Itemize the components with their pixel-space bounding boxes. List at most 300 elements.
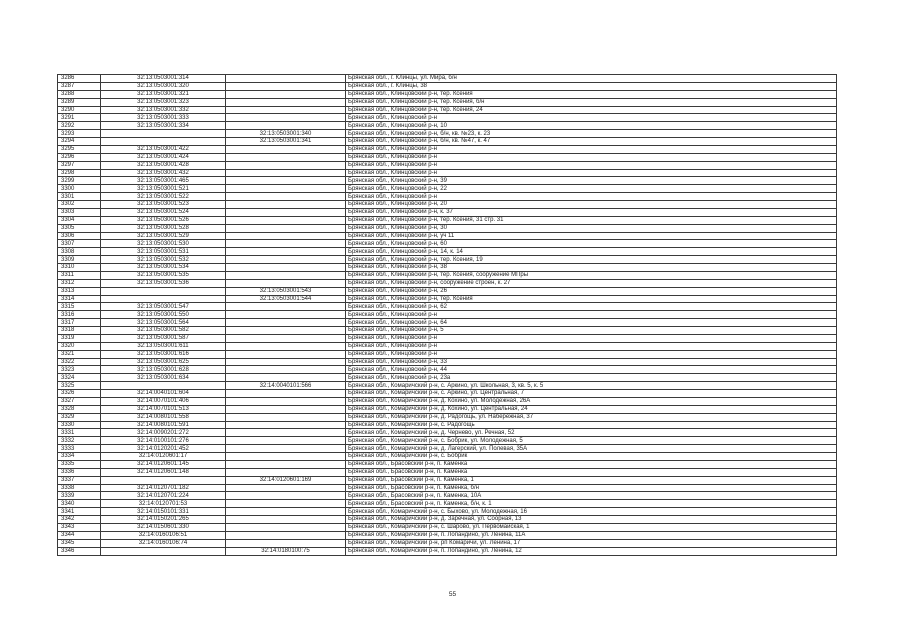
cadastral-number-cell: 32:14:0150101:331 (101, 508, 226, 516)
cadastral-number-cell: 32:14:0080101:591 (101, 421, 226, 429)
cadastral-number-cell: 32:13:0503001:320 (101, 82, 226, 90)
address-cell: Брянская обл., Комаричский р-н, с. Аркино, ул. Школьная, 3, кв. 5, к. 5 (346, 382, 837, 390)
cadastral-number-secondary-cell (226, 248, 346, 256)
cadastral-number-cell (101, 476, 226, 484)
cadastral-number-secondary-cell (226, 358, 346, 366)
address-cell: Брянская обл., Комаричский р-н, д. Чернево, ул. Речная, 52 (346, 429, 837, 437)
row-number-cell: 3328 (58, 405, 101, 413)
registry-table (57, 74, 837, 556)
row-number-cell: 3302 (58, 201, 101, 209)
cadastral-number-cell: 32:13:0503001:564 (101, 319, 226, 327)
cadastral-number-secondary-cell (226, 122, 346, 130)
cadastral-number-cell: 32:13:0503001:524 (101, 208, 226, 216)
cadastral-number-cell (101, 287, 226, 295)
cadastral-number-cell: 32:13:0503001:314 (101, 75, 226, 83)
address-cell: Брянская обл., Клинцовский р-н, сооружение строен, к. 27 (346, 279, 837, 287)
table-row (58, 185, 837, 193)
table-row (58, 460, 837, 468)
row-number-cell: 3291 (58, 114, 101, 122)
table-row (58, 130, 837, 138)
cadastral-number-secondary-cell (226, 75, 346, 83)
row-number-cell: 3305 (58, 224, 101, 232)
cadastral-number-cell: 32:13:0503001:323 (101, 98, 226, 106)
address-cell: Брянская обл., г. Клинцы, ул. Мира, б/н (346, 75, 837, 83)
cadastral-number-secondary-cell (226, 445, 346, 453)
row-number-cell: 3335 (58, 460, 101, 468)
cadastral-number-cell: 32:14:0120601:145 (101, 460, 226, 468)
row-number-cell: 3314 (58, 295, 101, 303)
cadastral-number-secondary-cell (226, 421, 346, 429)
cadastral-number-cell: 32:13:0503001:422 (101, 145, 226, 153)
address-cell: Брянская обл., Клинцовский р-н, уч 11 (346, 232, 837, 240)
row-number-cell: 3344 (58, 531, 101, 539)
address-cell: Брянская обл., Комаричский р-н, д. Кохино, ул. Молодежная, 26А (346, 397, 837, 405)
cadastral-number-secondary-cell (226, 201, 346, 209)
address-cell: Брянская обл., Клинцовский р-н (346, 114, 837, 122)
table-row (58, 500, 837, 508)
address-cell: Брянская обл., Клинцовский р-н, тер. Ксения, 31 стр. 31 (346, 216, 837, 224)
table-row (58, 421, 837, 429)
cadastral-number-cell (101, 295, 226, 303)
row-number-cell: 3327 (58, 397, 101, 405)
address-cell: Брянская обл., Клинцовский р-н, 60 (346, 240, 837, 248)
cadastral-number-cell: 32:13:0503001:465 (101, 177, 226, 185)
row-number-cell: 3326 (58, 390, 101, 398)
table-row (58, 279, 837, 287)
row-number-cell: 3306 (58, 232, 101, 240)
row-number-cell: 3315 (58, 303, 101, 311)
row-number-cell: 3341 (58, 508, 101, 516)
cadastral-number-cell: 32:13:0503001:535 (101, 271, 226, 279)
cadastral-number-cell: 32:14:0120601:17 (101, 453, 226, 461)
table-row (58, 122, 837, 130)
row-number-cell: 3307 (58, 240, 101, 248)
table-row (58, 437, 837, 445)
cadastral-number-cell: 32:13:0503001:334 (101, 122, 226, 130)
table-row (58, 303, 837, 311)
table-row (58, 405, 837, 413)
address-cell: Брянская обл., Клинцовский р-н, 22 (346, 185, 837, 193)
cadastral-number-cell: 32:14:0120701:224 (101, 492, 226, 500)
cadastral-number-secondary-cell (226, 185, 346, 193)
table-row (58, 484, 837, 492)
cadastral-number-cell: 32:13:0503001:321 (101, 90, 226, 98)
cadastral-number-secondary-cell (226, 106, 346, 114)
address-cell: Брянская обл., Комаричский р-н, с. Аркино, ул. Центральная, 7 (346, 390, 837, 398)
table-row (58, 445, 837, 453)
row-number-cell: 3293 (58, 130, 101, 138)
cadastral-number-cell: 32:14:0120701:53 (101, 500, 226, 508)
address-cell: Брянская обл., Клинцовский р-н, б/н, кв. №23, к. 23 (346, 130, 837, 138)
table-row (58, 492, 837, 500)
table-row (58, 145, 837, 153)
row-number-cell: 3311 (58, 271, 101, 279)
cadastral-number-secondary-cell (226, 224, 346, 232)
cadastral-number-secondary-cell (226, 264, 346, 272)
row-number-cell: 3316 (58, 311, 101, 319)
cadastral-number-cell: 32:14:0160106:51 (101, 531, 226, 539)
cadastral-number-secondary-cell (226, 508, 346, 516)
cadastral-number-secondary-cell (226, 114, 346, 122)
row-number-cell: 3340 (58, 500, 101, 508)
cadastral-number-secondary-cell (226, 319, 346, 327)
address-cell: Брянская обл., Комаричский р-н, с. Радогощь (346, 421, 837, 429)
address-cell: Брянская обл., Клинцовский р-н, 44 (346, 366, 837, 374)
cadastral-number-secondary-cell (226, 90, 346, 98)
row-number-cell: 3321 (58, 350, 101, 358)
cadastral-number-cell: 32:14:0040101:604 (101, 390, 226, 398)
table-row (58, 153, 837, 161)
cadastral-number-secondary-cell (226, 413, 346, 421)
cadastral-number-secondary-cell (226, 437, 346, 445)
row-number-cell: 3317 (58, 319, 101, 327)
cadastral-number-cell: 32:14:0120201:452 (101, 445, 226, 453)
cadastral-number-cell: 32:14:0070101:513 (101, 405, 226, 413)
cadastral-number-cell: 32:14:0160106:74 (101, 539, 226, 547)
address-cell: Брянская обл., Комаричский р-н, рп Комаричи, ул. Ленина, 17 (346, 539, 837, 547)
address-cell: Брянская обл., Брасовский р-н, п. Каменка, б/н, к. 1 (346, 500, 837, 508)
cadastral-number-secondary-cell (226, 342, 346, 350)
row-number-cell: 3292 (58, 122, 101, 130)
cadastral-number-cell: 32:14:0120701:182 (101, 484, 226, 492)
address-cell: Брянская обл., Клинцовский р-н (346, 334, 837, 342)
row-number-cell: 3287 (58, 82, 101, 90)
row-number-cell: 3345 (58, 539, 101, 547)
table-row (58, 208, 837, 216)
row-number-cell: 3329 (58, 413, 101, 421)
cadastral-number-secondary-cell (226, 145, 346, 153)
row-number-cell: 3336 (58, 468, 101, 476)
address-cell: Брянская обл., Клинцовский р-н, к. 37 (346, 208, 837, 216)
table-row (58, 366, 837, 374)
cadastral-number-cell: 32:13:0503001:528 (101, 224, 226, 232)
address-cell: Брянская обл., Комаричский р-н, с. Шарово, ул. Первомайская, 1 (346, 523, 837, 531)
address-cell: Брянская обл., Клинцовский р-н, тер. Ксения, 24 (346, 106, 837, 114)
table-row (58, 319, 837, 327)
cadastral-number-secondary-cell (226, 82, 346, 90)
address-cell: Брянская обл., Клинцовский р-н, 26 (346, 287, 837, 295)
cadastral-number-secondary-cell (226, 390, 346, 398)
address-cell: Брянская обл., Клинцовский р-н, 30 (346, 224, 837, 232)
row-number-cell: 3288 (58, 90, 101, 98)
row-number-cell: 3308 (58, 248, 101, 256)
address-cell: Брянская обл., Клинцовский р-н (346, 161, 837, 169)
cadastral-number-cell: 32:13:0503001:432 (101, 169, 226, 177)
cadastral-number-cell: 32:13:0503001:424 (101, 153, 226, 161)
table-row (58, 224, 837, 232)
address-cell: Брянская обл., Клинцовский р-н, тер. Ксения (346, 90, 837, 98)
table-row (58, 453, 837, 461)
row-number-cell: 3325 (58, 382, 101, 390)
cadastral-number-secondary-cell (226, 279, 346, 287)
cadastral-number-cell (101, 382, 226, 390)
table-row (58, 397, 837, 405)
row-number-cell: 3318 (58, 327, 101, 335)
table-row (58, 334, 837, 342)
cadastral-number-secondary-cell (226, 397, 346, 405)
address-cell: Брянская обл., Клинцовский р-н (346, 169, 837, 177)
cadastral-number-secondary-cell (226, 492, 346, 500)
table-row (58, 413, 837, 421)
cadastral-number-secondary-cell: 32:13:0503001:544 (226, 295, 346, 303)
cadastral-number-secondary-cell (226, 468, 346, 476)
cadastral-number-secondary-cell (226, 500, 346, 508)
row-number-cell: 3297 (58, 161, 101, 169)
cadastral-number-cell (101, 547, 226, 556)
table-row (58, 342, 837, 350)
cadastral-number-cell: 32:13:0503001:616 (101, 350, 226, 358)
cadastral-number-secondary-cell (226, 193, 346, 201)
table-row (58, 327, 837, 335)
address-cell: Брянская обл., Клинцовский р-н, 20 (346, 201, 837, 209)
table-row (58, 114, 837, 122)
cadastral-number-cell: 32:14:0150601:330 (101, 523, 226, 531)
address-cell: Брянская обл., Клинцовский р-н (346, 311, 837, 319)
address-cell: Брянская обл., Комаричский р-н, д. Радогощь, ул. Набережная, 37 (346, 413, 837, 421)
table-row (58, 350, 837, 358)
cadastral-number-secondary-cell: 32:13:0503001:341 (226, 138, 346, 146)
table-row (58, 248, 837, 256)
address-cell: Брянская обл., Клинцовский р-н, б/н, кв. №47, к. 47 (346, 138, 837, 146)
cadastral-number-secondary-cell (226, 256, 346, 264)
cadastral-number-cell: 32:13:0503001:333 (101, 114, 226, 122)
cadastral-number-secondary-cell (226, 327, 346, 335)
table-row (58, 75, 837, 83)
address-cell: Брянская обл., Клинцовский р-н, 33 (346, 358, 837, 366)
address-cell: Брянская обл., Клинцовский р-н (346, 342, 837, 350)
table-row (58, 216, 837, 224)
row-number-cell: 3299 (58, 177, 101, 185)
cadastral-number-cell: 32:14:0120601:148 (101, 468, 226, 476)
table-row (58, 508, 837, 516)
cadastral-number-secondary-cell: 32:14:0040101:566 (226, 382, 346, 390)
cadastral-number-secondary-cell (226, 240, 346, 248)
cadastral-number-cell: 32:13:0503001:332 (101, 106, 226, 114)
address-cell: Брянская обл., Брасовский р-н, п. Каменка (346, 468, 837, 476)
address-cell: Брянская обл., Комаричский р-н, с. Бобрик, ул. Молодежная, 5 (346, 437, 837, 445)
cadastral-number-cell: 32:13:0503001:611 (101, 342, 226, 350)
cadastral-number-cell: 32:13:0503001:628 (101, 366, 226, 374)
cadastral-number-secondary-cell: 32:13:0503001:340 (226, 130, 346, 138)
cadastral-number-secondary-cell (226, 169, 346, 177)
cadastral-number-cell (101, 130, 226, 138)
table-row (58, 177, 837, 185)
address-cell: Брянская обл., Клинцовский р-н, 64 (346, 319, 837, 327)
cadastral-number-secondary-cell (226, 516, 346, 524)
cadastral-number-cell: 32:14:0150201:265 (101, 516, 226, 524)
cadastral-number-cell: 32:13:0503001:534 (101, 264, 226, 272)
cadastral-number-secondary-cell (226, 366, 346, 374)
address-cell: Брянская обл., Клинцовский р-н, 5 (346, 327, 837, 335)
table-row (58, 531, 837, 539)
table-row (58, 271, 837, 279)
cadastral-number-secondary-cell (226, 153, 346, 161)
cadastral-number-secondary-cell (226, 177, 346, 185)
row-number-cell: 3342 (58, 516, 101, 524)
table-row (58, 169, 837, 177)
row-number-cell: 3301 (58, 193, 101, 201)
row-number-cell: 3290 (58, 106, 101, 114)
row-number-cell: 3331 (58, 429, 101, 437)
row-number-cell: 3343 (58, 523, 101, 531)
table-row (58, 539, 837, 547)
table-row (58, 382, 837, 390)
cadastral-number-cell: 32:14:0090201:272 (101, 429, 226, 437)
cadastral-number-secondary-cell (226, 303, 346, 311)
row-number-cell: 3295 (58, 145, 101, 153)
cadastral-number-cell: 32:13:0503001:526 (101, 216, 226, 224)
address-cell: Брянская обл., Клинцовский р-н, тер. Ксения, б/н (346, 98, 837, 106)
table-row (58, 429, 837, 437)
table-row (58, 295, 837, 303)
row-number-cell: 3337 (58, 476, 101, 484)
cadastral-number-secondary-cell (226, 161, 346, 169)
address-cell: Брянская обл., Клинцовский р-н, 62 (346, 303, 837, 311)
cadastral-number-secondary-cell: 32:14:0120601:169 (226, 476, 346, 484)
row-number-cell: 3330 (58, 421, 101, 429)
cadastral-number-cell: 32:14:0080101:558 (101, 413, 226, 421)
cadastral-number-cell (101, 138, 226, 146)
cadastral-number-cell: 32:13:0503001:587 (101, 334, 226, 342)
cadastral-number-cell: 32:13:0503001:547 (101, 303, 226, 311)
table-row (58, 232, 837, 240)
row-number-cell: 3338 (58, 484, 101, 492)
table-row (58, 287, 837, 295)
cadastral-number-cell: 32:14:0100101:276 (101, 437, 226, 445)
cadastral-number-cell: 32:13:0503001:428 (101, 161, 226, 169)
address-cell: Брянская обл., Клинцовский р-н (346, 145, 837, 153)
address-cell: Брянская обл., Комаричский р-н, д. Кохино, ул. Центральная, 24 (346, 405, 837, 413)
row-number-cell: 3309 (58, 256, 101, 264)
cadastral-number-cell: 32:13:0503001:582 (101, 327, 226, 335)
table-row (58, 264, 837, 272)
row-number-cell: 3312 (58, 279, 101, 287)
address-cell: Брянская обл., Брасовский р-н, п. Каменка (346, 460, 837, 468)
row-number-cell: 3334 (58, 453, 101, 461)
page-number: 55 (448, 591, 457, 598)
table-row (58, 358, 837, 366)
cadastral-number-secondary-cell (226, 539, 346, 547)
cadastral-number-cell: 32:13:0503001:522 (101, 193, 226, 201)
row-number-cell: 3319 (58, 334, 101, 342)
row-number-cell: 3346 (58, 547, 101, 556)
address-cell: Брянская обл., Клинцовский р-н, 10 (346, 122, 837, 130)
cadastral-number-secondary-cell (226, 523, 346, 531)
table-row (58, 468, 837, 476)
table-row (58, 98, 837, 106)
address-cell: Брянская обл., Комаричский р-н, д. Лагерский, ул. Полевая, 35А (346, 445, 837, 453)
row-number-cell: 3298 (58, 169, 101, 177)
row-number-cell: 3300 (58, 185, 101, 193)
cadastral-number-cell: 32:13:0503001:531 (101, 248, 226, 256)
table-row (58, 311, 837, 319)
address-cell: Брянская обл., Клинцовский р-н, 14, к. 14 (346, 248, 837, 256)
table-row (58, 476, 837, 484)
cadastral-number-secondary-cell (226, 311, 346, 319)
cadastral-number-secondary-cell (226, 531, 346, 539)
cadastral-number-secondary-cell (226, 405, 346, 413)
row-number-cell: 3303 (58, 208, 101, 216)
row-number-cell: 3310 (58, 264, 101, 272)
table-row (58, 90, 837, 98)
address-cell: Брянская обл., Клинцовский р-н, 23а (346, 374, 837, 382)
row-number-cell: 3304 (58, 216, 101, 224)
row-number-cell: 3286 (58, 75, 101, 83)
row-number-cell: 3313 (58, 287, 101, 295)
cadastral-number-cell: 32:13:0503001:625 (101, 358, 226, 366)
cadastral-number-secondary-cell (226, 334, 346, 342)
table-row (58, 547, 837, 556)
cadastral-number-cell: 32:14:0070101:406 (101, 397, 226, 405)
cadastral-number-secondary-cell: 32:13:0503001:543 (226, 287, 346, 295)
cadastral-number-secondary-cell (226, 429, 346, 437)
cadastral-number-secondary-cell (226, 98, 346, 106)
address-cell: Брянская обл., Брасовский р-н, п. Каменка, 1 (346, 476, 837, 484)
table-body (58, 75, 837, 556)
cadastral-number-secondary-cell (226, 460, 346, 468)
cadastral-number-secondary-cell (226, 484, 346, 492)
row-number-cell: 3333 (58, 445, 101, 453)
table-row (58, 390, 837, 398)
cadastral-number-cell: 32:13:0503001:550 (101, 311, 226, 319)
address-cell: Брянская обл., Клинцовский р-н, тер. Ксения, 19 (346, 256, 837, 264)
cadastral-number-secondary-cell (226, 232, 346, 240)
row-number-cell: 3294 (58, 138, 101, 146)
address-cell: Брянская обл., Комаричский р-н, д. Заречная, ул. Соорная, 13 (346, 516, 837, 524)
row-number-cell: 3320 (58, 342, 101, 350)
table-row (58, 374, 837, 382)
cadastral-number-secondary-cell (226, 216, 346, 224)
address-cell: Брянская обл., Клинцовский р-н, тер. Ксения, сооружение МПры (346, 271, 837, 279)
address-cell: Брянская обл., Комаричский р-н, п. Лопандино, ул. Ленина, 11А (346, 531, 837, 539)
address-cell: Брянская обл., Клинцовский р-н (346, 193, 837, 201)
cadastral-number-cell: 32:13:0503001:521 (101, 185, 226, 193)
address-cell: Брянская обл., Клинцовский р-н (346, 153, 837, 161)
address-cell: Брянская обл., Клинцовский р-н, 39 (346, 177, 837, 185)
address-cell: Брянская обл., Комаричский р-н, п. Лопандино, ул. Ленина, 12 (346, 547, 837, 556)
address-cell: Брянская обл., Клинцовский р-н, тер. Ксения (346, 295, 837, 303)
cadastral-number-cell: 32:13:0503001:536 (101, 279, 226, 287)
address-cell: Брянская обл., Комаричский р-н, с. Быхово, ул. Молодежная, 16 (346, 508, 837, 516)
table-row (58, 256, 837, 264)
address-cell: Брянская обл., Брасовский р-н, п. Каменка, б/н (346, 484, 837, 492)
address-cell: Брянская обл., г. Клинцы, 38 (346, 82, 837, 90)
cadastral-number-cell: 32:13:0503001:530 (101, 240, 226, 248)
cadastral-number-cell: 32:13:0503001:532 (101, 256, 226, 264)
cadastral-number-secondary-cell (226, 350, 346, 358)
row-number-cell: 3296 (58, 153, 101, 161)
address-cell: Брянская обл., Клинцовский р-н (346, 350, 837, 358)
table-row (58, 106, 837, 114)
table-row (58, 516, 837, 524)
address-cell: Брянская обл., Клинцовский р-н, 38 (346, 264, 837, 272)
cadastral-number-cell: 32:13:0503001:523 (101, 201, 226, 209)
row-number-cell: 3322 (58, 358, 101, 366)
table-row (58, 240, 837, 248)
cadastral-number-cell: 32:13:0503001:529 (101, 232, 226, 240)
row-number-cell: 3289 (58, 98, 101, 106)
table-row (58, 523, 837, 531)
table-row (58, 82, 837, 90)
cadastral-number-secondary-cell (226, 453, 346, 461)
row-number-cell: 3332 (58, 437, 101, 445)
table-row (58, 161, 837, 169)
address-cell: Брянская обл., Брасовский р-н, п. Каменка, 10А (346, 492, 837, 500)
cadastral-number-secondary-cell (226, 374, 346, 382)
table-row (58, 138, 837, 146)
address-cell: Брянская обл., Комаричский р-н, с. Бобрик (346, 453, 837, 461)
cadastral-number-secondary-cell (226, 271, 346, 279)
